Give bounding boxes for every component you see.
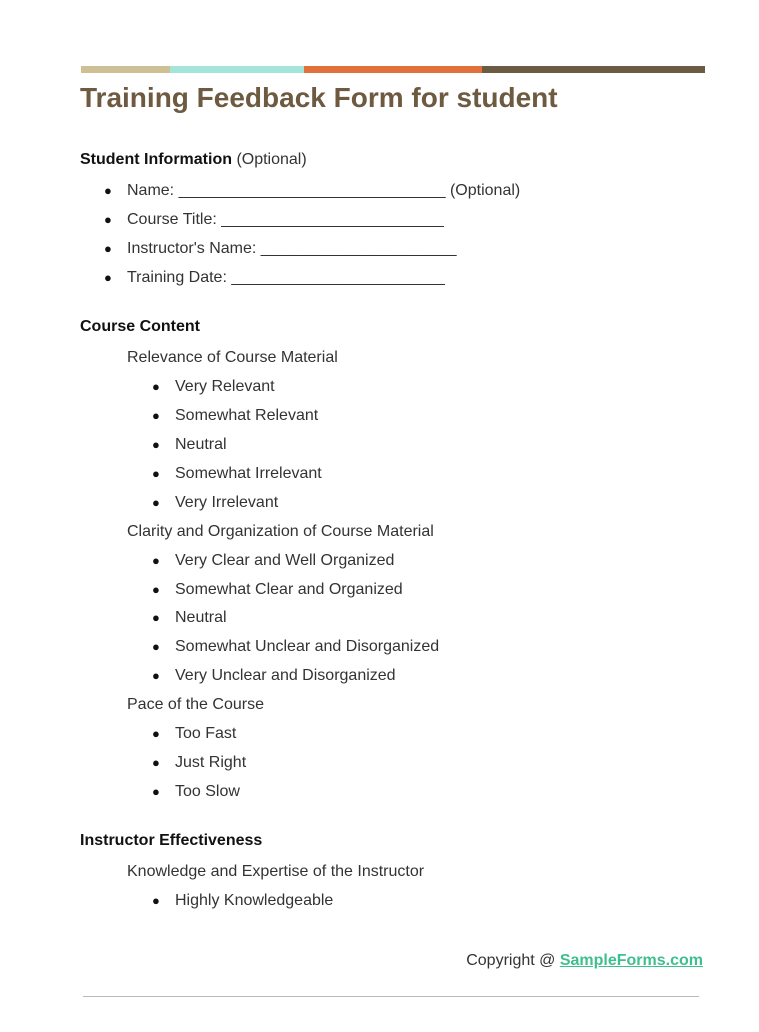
option-label: Neutral [175, 436, 227, 453]
option-label: Neutral [175, 609, 227, 626]
bullet-icon: ● [152, 437, 160, 452]
bullet-icon: ● [104, 270, 112, 285]
option-label: Too Fast [175, 725, 237, 742]
copyright-footer [466, 952, 703, 970]
section-heading-instructor-effectiveness: Instructor Effectiveness [80, 832, 263, 849]
question-label: Relevance of Course Material [127, 349, 338, 366]
bullet-icon: ● [152, 582, 160, 597]
question-label: Clarity and Organization of Course Material [127, 523, 434, 540]
brand-link[interactable]: SampleForms.com [559, 952, 703, 969]
section-heading-note: (Optional) [236, 151, 307, 168]
list-item [152, 891, 333, 911]
course-title-field-line: Course Title: _________________________ [127, 211, 444, 228]
bullet-icon: ● [152, 726, 160, 741]
page-title: Training Feedback Form for student [80, 82, 558, 113]
question-label: Knowledge and Expertise of the Instructor [127, 863, 425, 880]
list-item [104, 239, 457, 259]
bullet-icon: ● [104, 183, 112, 198]
bullet-icon: ● [104, 241, 112, 256]
list-item [152, 464, 322, 484]
bullet-icon: ● [152, 408, 160, 423]
option-label: Very Unclear and Disorganized [175, 667, 396, 684]
list-item [104, 268, 445, 288]
option-label: Very Relevant [175, 378, 275, 395]
list-item [152, 637, 439, 657]
instructor-name-field-line: Instructor's Name: ______________________ [127, 240, 457, 257]
list-item [152, 753, 246, 773]
color-bar-segment [482, 66, 705, 73]
bullet-icon: ● [152, 893, 160, 908]
bullet-icon: ● [152, 610, 160, 625]
section-heading-course-content: Course Content [80, 318, 200, 335]
bullet-icon: ● [104, 212, 112, 227]
list-item [152, 580, 403, 600]
list-item [104, 181, 520, 201]
bullet-icon: ● [152, 379, 160, 394]
option-label: Somewhat Irrelevant [175, 465, 322, 482]
bullet-icon: ● [152, 639, 160, 654]
header-color-bar [81, 66, 705, 73]
bullet-icon: ● [152, 784, 160, 799]
list-item [152, 377, 275, 397]
list-item [152, 666, 396, 686]
list-item [152, 551, 394, 571]
list-item [152, 435, 227, 455]
bullet-icon: ● [152, 553, 160, 568]
option-label: Very Irrelevant [175, 494, 279, 511]
color-bar-segment [304, 66, 482, 73]
option-label: Too Slow [175, 783, 240, 800]
list-item [104, 210, 444, 230]
list-item [152, 493, 278, 513]
color-bar-segment [170, 66, 304, 73]
list-item [152, 608, 227, 628]
name-field-line: Name: ______________________________ (Optional) [127, 182, 521, 199]
list-item [152, 782, 240, 802]
option-label: Somewhat Clear and Organized [175, 581, 403, 598]
list-item [152, 406, 318, 426]
training-date-field-line: Training Date: ________________________ [127, 269, 445, 286]
option-label: Highly Knowledgeable [175, 892, 334, 909]
copyright-text: Copyright @ [466, 952, 556, 969]
option-label: Just Right [175, 754, 247, 771]
option-label: Somewhat Unclear and Disorganized [175, 638, 440, 655]
section-heading-student-information [80, 150, 307, 170]
list-item [152, 724, 236, 744]
option-label: Very Clear and Well Organized [175, 552, 395, 569]
section-heading-label: Student Information [80, 151, 232, 168]
color-bar-segment [81, 66, 170, 73]
bullet-icon: ● [152, 466, 160, 481]
footer-divider [83, 996, 699, 997]
question-label: Pace of the Course [127, 696, 264, 713]
bullet-icon: ● [152, 755, 160, 770]
bullet-icon: ● [152, 495, 160, 510]
bullet-icon: ● [152, 668, 160, 683]
option-label: Somewhat Relevant [175, 407, 319, 424]
